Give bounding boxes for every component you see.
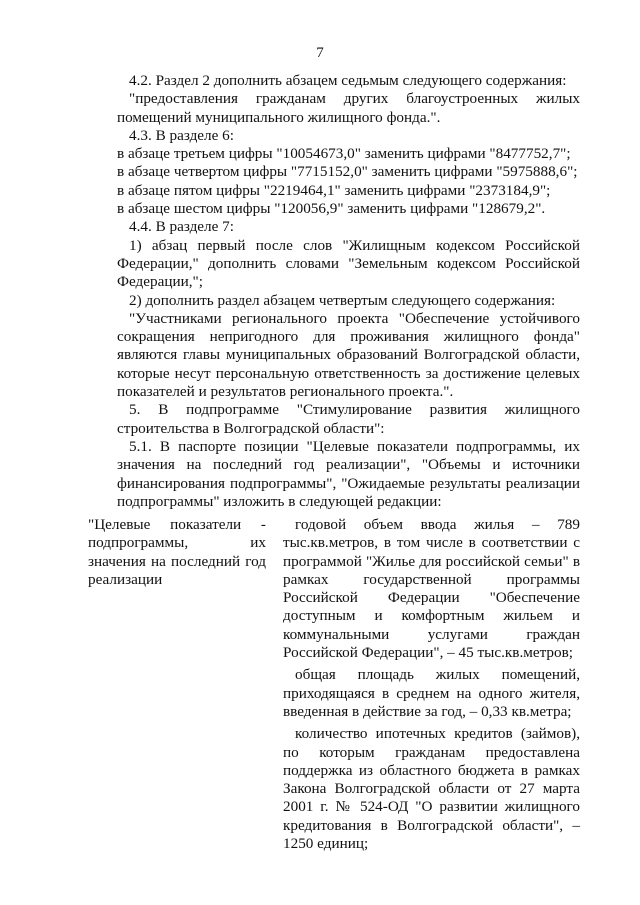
paragraph: 4.3. В разделе 6: <box>129 126 234 144</box>
paragraph: "предоставления гражданам других благоустроенных жилых помещений муниципального жилищного фонда.". <box>117 90 580 126</box>
paragraph: 4.2. Раздел 2 дополнить абзацем седьмым следующего содержания: <box>129 72 567 89</box>
paragraph: 4.4. В разделе 7: <box>129 218 234 236</box>
table-left-cell <box>88 516 266 589</box>
paragraph: 5. В подпрограмме "Стимулирование развития жилищного строительства в Волгоградской области": <box>117 401 580 437</box>
document-body <box>117 72 580 511</box>
indicator-value: количество ипотечных кредитов (займов), по которым гражданам предоставлена поддержка из областного бюджета в рамках Закона Волгоградской области от 27 марта 2001 г. № 524-ОД "О развитии жилищного кредитования в Волгоградской области", – 1250 единиц; <box>283 725 580 853</box>
paragraph: в абзаце четвертом цифры "7715152,0" заменить цифрами "5975888,6"; <box>117 163 578 181</box>
paragraph: 2) дополнить раздел абзацем четвертым следующего содержания: <box>129 291 556 309</box>
paragraph: 5.1. В паспорте позиции "Целевые показатели подпрограммы, их значения на последний год реализации", "Объемы и источники финансирования подпрограммы", "Ожидаемые результаты реализации подпрограммы" изложить в следующей редакции: <box>117 437 580 510</box>
paragraph: в абзаце пятом цифры "2219464,1" заменить цифрами "2373184,9"; <box>117 181 551 199</box>
indicator-value: годовой объем ввода жилья – 789 тыс.кв.метров, в том числе в соответствии с программой "Жилье для российской семьи" в рамках государственной программы Российской Федерации "Обеспечение доступным и комфортным жильем и коммунальными услугами граждан Российской Федерации", – 45 тыс.кв.метров; <box>283 516 580 662</box>
paragraph: в абзаце третьем цифры "10054673,0" заменить цифрами "8477752,7"; <box>117 145 571 163</box>
table-right-cell <box>283 516 580 857</box>
indicator-value: общая площадь жилых помещений, приходящаяся в среднем на одного жителя, введенная в действие за год, – 0,33 кв.метра; <box>283 666 580 720</box>
page-number: 7 <box>316 45 324 61</box>
paragraph: 1) абзац первый после слов "Жилищным кодексом Российской Федерации," дополнить словами "Земельным кодексом Российской Федерации,"; <box>117 236 580 291</box>
paragraph: в абзаце шестом цифры "120056,9" заменить цифрами "128679,2". <box>117 200 546 218</box>
indicator-label: "Целевые показатели - подпрограммы, их значения на последний год реализации <box>88 516 266 588</box>
paragraph: "Участниками регионального проекта "Обеспечение устойчивого сокращения непригодного для проживания жилищного фонда" являются главы муниципальных образований Волгоградской области, которые несут персональную ответственность за достижение целевых показателей и результатов регионального проекта.". <box>117 309 580 401</box>
